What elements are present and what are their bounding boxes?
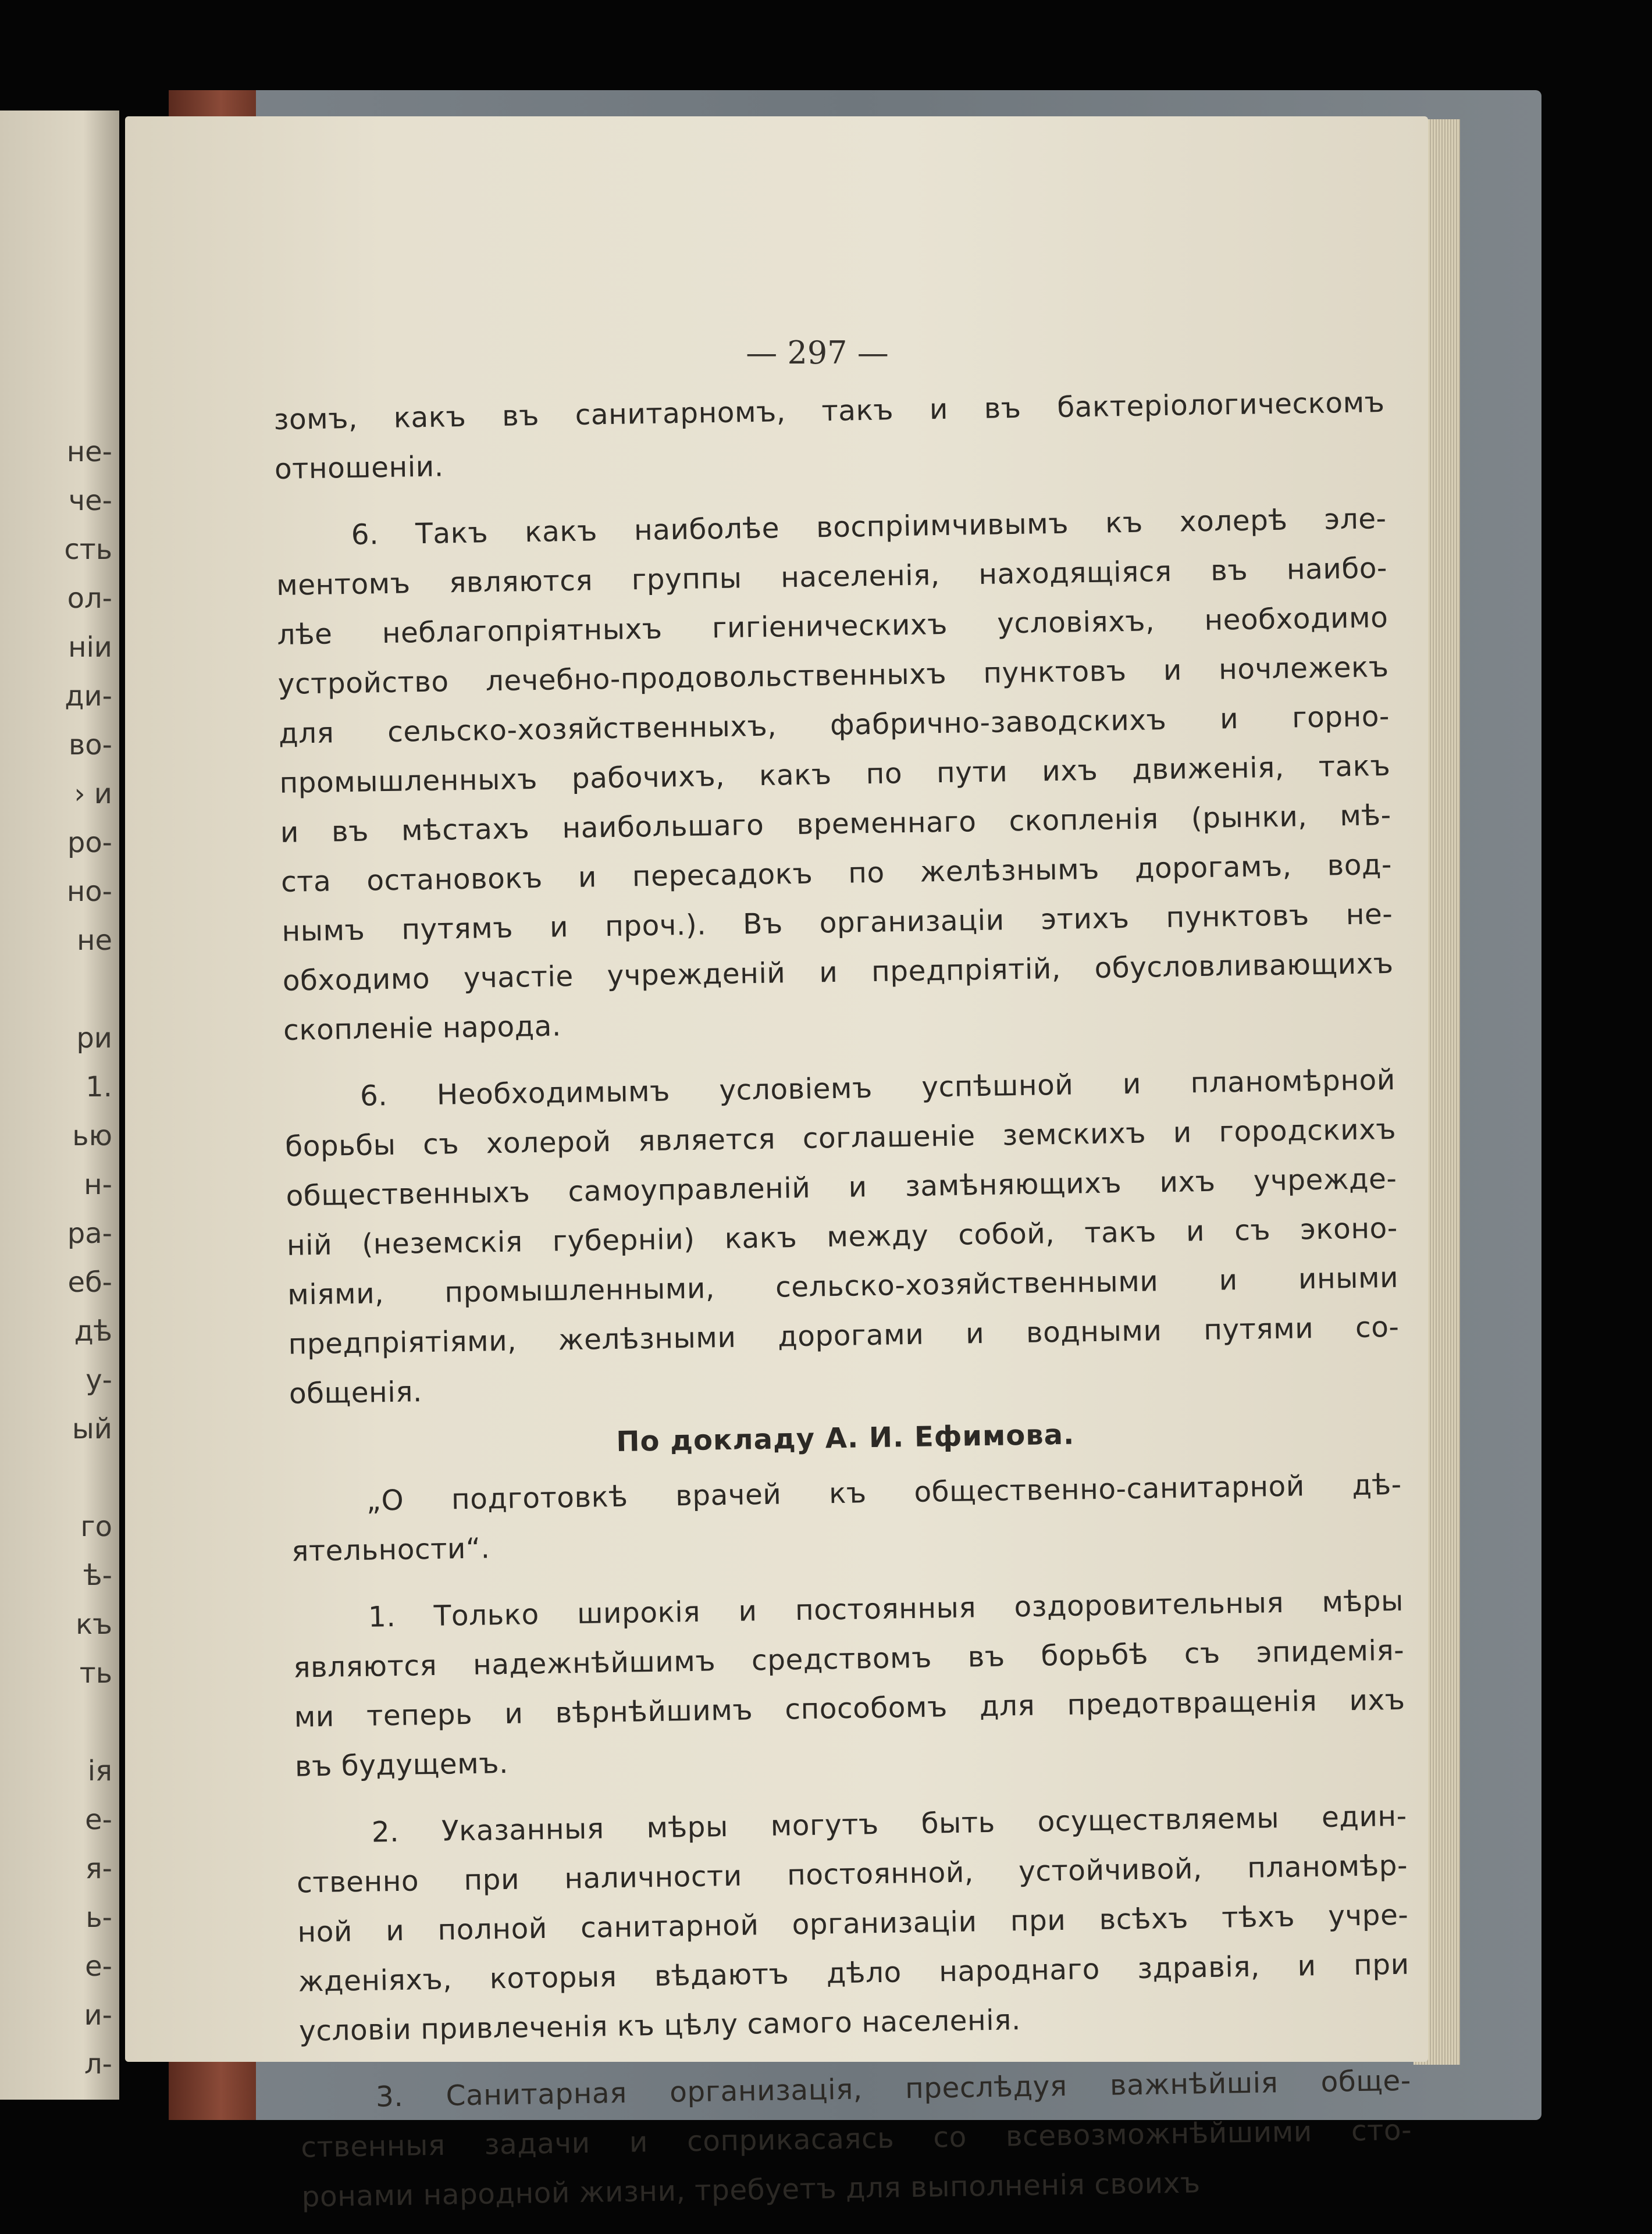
text-line: отношеніи.	[274, 450, 444, 486]
paragraph	[292, 1577, 1406, 1792]
text-line: ятельности“.	[291, 1532, 490, 1568]
page-number: — 297 —	[746, 334, 889, 371]
left-page-fragment: ди-	[65, 680, 112, 712]
facing-left-page	[0, 111, 119, 2100]
text-line: ментомъ являются группы населенія, находящіяся въ наибо-	[276, 551, 1388, 602]
left-page-fragment: ь-	[86, 1901, 112, 1934]
text-line: ной и полной санитарной организаціи при всѣхъ тѣхъ учре-	[297, 1898, 1409, 1949]
left-page-fragment: л-	[84, 2048, 112, 2080]
text-line: въ будущемъ.	[294, 1747, 509, 1783]
text-line: борьбы съ холерой является соглашеніе земскихъ и городскихъ	[284, 1113, 1397, 1163]
left-page-fragment: во-	[69, 729, 112, 761]
left-page-fragment: еб-	[67, 1266, 112, 1299]
left-page-fragment: е-	[85, 1950, 112, 1983]
left-page-fragment: ть	[79, 1657, 112, 1690]
text-line: нымъ путямъ и проч.). Въ организаціи этихъ пунктовъ не-	[282, 897, 1393, 948]
text-line: являются надежнѣйшимъ средствомъ въ борьбѣ съ эпидемія-	[293, 1634, 1405, 1684]
text-line: скопленіе народа.	[283, 1010, 562, 1047]
left-page-fragment: ри	[76, 1022, 112, 1054]
text-line: ній (неземскія губерніи) какъ между собой, такъ и съ эконо-	[286, 1212, 1398, 1262]
text-line: устройство лечебно-продовольственныхъ пунктовъ и ночлежекъ	[277, 650, 1390, 701]
left-page-fragment: ол-	[67, 582, 112, 615]
left-page-fragment: го	[80, 1510, 112, 1543]
left-page-fragment: е-	[85, 1804, 112, 1836]
text-line: 6. Такъ какъ наиболѣе воспріимчивымъ къ холерѣ эле-	[351, 502, 1387, 551]
left-page-fragment: нiи	[68, 631, 112, 664]
left-page-fragment: 1.	[86, 1071, 112, 1103]
text-line: лѣе неблагопріятныхъ гигіеническихъ условіяхъ, необходимо	[277, 601, 1388, 651]
text-line: зомъ, какъ въ санитарномъ, такъ и въ бактеріологическомъ	[273, 386, 1385, 436]
left-page-fragment: я-	[85, 1852, 112, 1885]
text-block-after-heading	[290, 1460, 1413, 2222]
text-line: для сельско-хозяйственныхъ, фабрично-заводскихъ и горно-	[278, 700, 1390, 750]
left-page-fragment: ью	[72, 1120, 112, 1152]
paragraph	[275, 494, 1394, 1056]
left-page-fragment: и-	[84, 1999, 112, 2032]
text-line: общенія.	[289, 1376, 423, 1410]
left-page-fragment: но-	[66, 875, 112, 908]
paragraph	[284, 1056, 1400, 1419]
left-page-fragment: ѣ-	[83, 1559, 112, 1592]
left-page-fragment: не-	[66, 436, 112, 468]
left-page-fragment: сть	[64, 533, 112, 566]
left-page-fragment: не	[77, 924, 112, 957]
text-line: условіи привлеченія къ цѣлу самого населенія.	[298, 2004, 1021, 2048]
page-body-text	[273, 378, 1413, 2222]
left-page-fragment: ра-	[67, 1217, 112, 1250]
left-page-fragment: къ	[76, 1608, 112, 1641]
left-page-fragment: н-	[84, 1168, 112, 1201]
left-page-fragment: ро-	[67, 826, 112, 859]
text-block-before-heading	[273, 378, 1400, 1419]
paragraph	[290, 1460, 1402, 1577]
text-line: жденіяхъ, которыя вѣдаютъ дѣло народнаго здравія, и при	[298, 1948, 1410, 1998]
left-page-fragment: ія	[87, 1755, 112, 1787]
text-line: міями, промышленными, сельско-хозяйственными и иными	[287, 1261, 1399, 1312]
text-line: ми теперь и вѣрнѣйшимъ способомъ для предотвращенія ихъ	[294, 1683, 1405, 1734]
paragraph	[300, 2057, 1413, 2222]
text-line: общественныхъ самоуправленій и замѣняющихъ ихъ учрежде-	[286, 1162, 1397, 1213]
book-page	[125, 116, 1428, 2214]
left-page-fragment	[5, 965, 112, 1014]
text-line: 2. Указанныя мѣры могутъ быть осуществляемы един-	[371, 1800, 1408, 1849]
text-line: ственныя задачи и соприкасаясь со всевозможнѣйшими сто-	[300, 2114, 1412, 2164]
text-line: предпріятіями, желѣзными дорогами и водными путями со-	[288, 1310, 1400, 1361]
left-page-fragment: у-	[86, 1364, 112, 1396]
left-page-fragment: › и	[74, 778, 112, 810]
text-line: и въ мѣстахъ наибольшаго временнаго скопленія (рынки, мѣ-	[280, 799, 1392, 849]
left-page-fragment: дѣ	[74, 1315, 112, 1348]
text-line: обходимо участіе учрежденій и предпріятій, обусловливающихъ	[282, 947, 1394, 997]
text-line: „О подготовкѣ врачей къ общественно-санитарной дѣ-	[366, 1468, 1402, 1517]
paragraph	[273, 378, 1386, 494]
left-page-fragment: че-	[68, 484, 112, 517]
text-line: ронами народной жизни, требуетъ для выполненія своихъ	[301, 2167, 1201, 2214]
text-line: 1. Только широкія и постоянныя оздоровительныя мѣры	[368, 1584, 1404, 1634]
left-page-fragment	[5, 1453, 112, 1502]
left-page-fragment: ый	[72, 1413, 112, 1445]
text-line: 3. Санитарная организація, преслѣдуя важнѣйшія обще-	[375, 2064, 1412, 2114]
left-page-text-fragments	[5, 427, 112, 2089]
left-page-fragment	[5, 1698, 112, 1747]
text-line: промышленныхъ рабочихъ, какъ по пути ихъ движенія, такъ	[279, 749, 1391, 800]
text-line: ственно при наличности постоянной, устойчивой, планомѣр-	[296, 1849, 1408, 1900]
paragraph	[295, 1792, 1410, 2057]
text-line: 6. Необходимымъ условіемъ успѣшной и планомѣрной	[359, 1063, 1396, 1113]
text-line: ста остановокъ и пересадокъ по желѣзнымъ дорогамъ, вод-	[280, 848, 1393, 899]
section-heading: По докладу А. И. Ефимова.	[615, 1418, 1075, 1458]
